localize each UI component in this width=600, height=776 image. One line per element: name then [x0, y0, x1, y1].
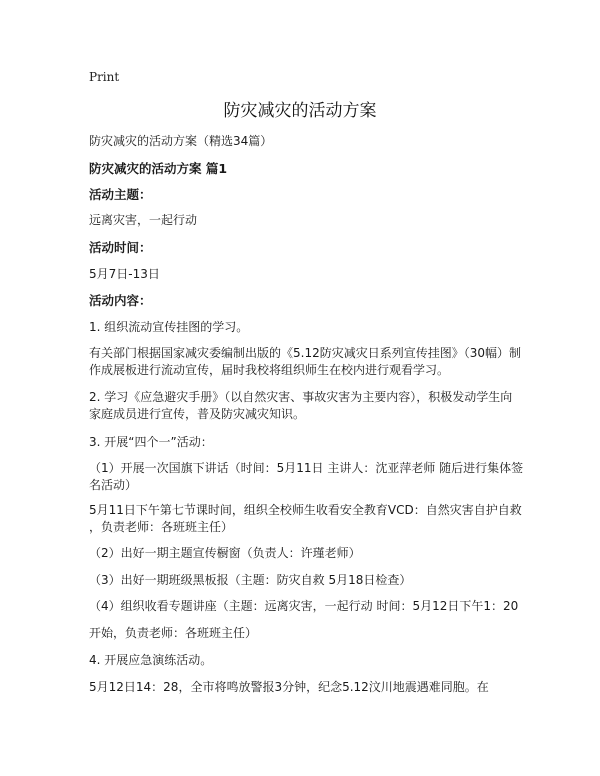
content-item-2 — [89, 389, 521, 423]
paragraph-line: 有关部门根据国家减灾委编制出版的《5.12防灾减灾日系列宣传挂图》（30幅）制 — [89, 346, 521, 360]
theme-value: 远离灾害，一起行动 — [89, 213, 198, 227]
time-value: 5月7日-13日 — [89, 267, 160, 281]
content-item-3: 3. 开展“四个一”活动： — [89, 435, 213, 449]
content-item-4-description: 5月12日14：28，全市将鸣放警报3分钟，纪念5.12汶川地震遇难同胞。在 — [89, 680, 489, 694]
paragraph-line: 5月11日下午第七节课时间，组织全校师生收看安全教育VCD：自然灾害自护自救 — [89, 503, 522, 517]
section-heading: 防灾减灾的活动方案 篇1 — [89, 161, 228, 176]
time-label: 活动时间： — [89, 240, 152, 255]
paragraph-line: ，负责老师：各班班主任） — [89, 520, 234, 534]
content-item-3-sub-1 — [89, 460, 524, 494]
theme-label: 活动主题： — [89, 187, 152, 202]
print-label: Print — [89, 70, 120, 84]
document-title: 防灾减灾的活动方案 — [223, 101, 377, 121]
content-item-1: 1. 组织流动宣传挂图的学习。 — [89, 320, 249, 334]
content-item-3-sub-3: （3）出好一期班级黑板报（主题：防灾自救 5月18日检查） — [89, 573, 412, 587]
content-item-3-note — [89, 502, 521, 536]
paragraph-line: 2. 学习《应急避灾手册》（以自然灾害、事故灾害为主要内容），积极发动学生向 — [89, 390, 513, 404]
content-item-1-description — [89, 345, 521, 379]
content-item-3-sub-2: （2）出好一期主题宣传橱窗（负责人：许瑾老师） — [89, 546, 361, 560]
content-item-3-sub-4: （4）组织收看专题讲座（主题：远离灾害，一起行动 时间：5月12日下午1：20 — [89, 599, 519, 613]
paragraph-line: 作成展板进行流动宣传，届时我校将组织师生在校内进行观看学习。 — [89, 363, 450, 377]
content-label: 活动内容： — [89, 293, 152, 308]
content-item-3-sub-4-cont: 开始，负责老师：各班班主任） — [89, 626, 258, 640]
paragraph-line: 名活动） — [89, 478, 138, 492]
content-item-4: 4. 开展应急演练活动。 — [89, 653, 213, 667]
paragraph-line: 家庭成员进行宣传，普及防灾减灾知识。 — [89, 407, 306, 421]
paragraph-line: （1）开展一次国旗下讲话（时间：5月11日 主讲人：沈亚萍老师 随后进行集体签 — [89, 461, 524, 475]
document-subtitle: 防灾减灾的活动方案（精选34篇） — [89, 134, 273, 148]
